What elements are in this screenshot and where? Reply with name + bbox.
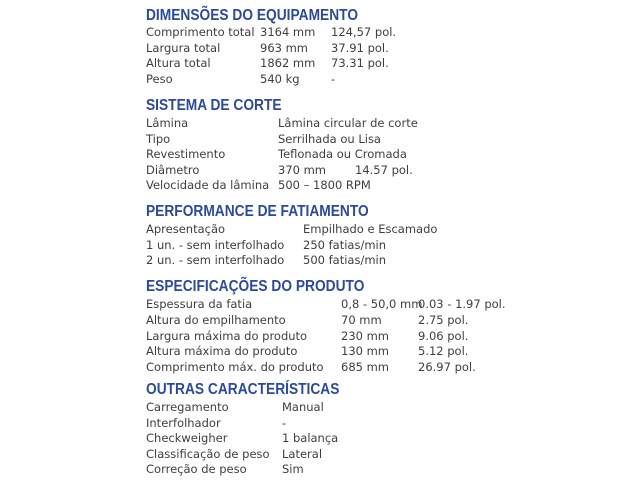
spec-row — [0, 222, 640, 237]
spec-value: Manual — [282, 400, 324, 414]
spec-row — [0, 56, 640, 71]
spec-label: Altura total — [146, 56, 211, 70]
spec-label: Checkweigher — [146, 431, 228, 445]
spec-row — [0, 447, 640, 462]
spec-value-alt: 2.75 pol. — [418, 313, 469, 327]
spec-row — [0, 72, 640, 87]
spec-label: Altura máxima do produto — [146, 344, 298, 358]
spec-value: Lâmina circular de corte — [278, 116, 418, 130]
spec-label: Espessura da fatia — [146, 297, 253, 311]
spec-value: Empilhado e Escamado — [303, 222, 438, 236]
spec-row — [0, 253, 640, 268]
spec-row — [0, 462, 640, 477]
spec-label: Lâmina — [146, 116, 189, 130]
spec-value-alt: 14.57 pol. — [355, 163, 413, 177]
spec-value: 370 mm — [278, 163, 327, 177]
spec-row — [0, 400, 640, 415]
spec-value: 540 kg — [260, 72, 300, 86]
spec-label: Correção de peso — [146, 462, 247, 476]
spec-value: Teflonada ou Cromada — [278, 147, 407, 161]
spec-row — [0, 163, 640, 178]
spec-value-alt: 73.31 pol. — [331, 56, 389, 70]
spec-value: Serrilhada ou Lisa — [278, 132, 381, 146]
spec-label: Velocidade da lâmina — [146, 178, 270, 192]
spec-label: Classificação de peso — [146, 447, 270, 461]
spec-label: Altura do empilhamento — [146, 313, 286, 327]
spec-value-alt: 5.12 pol. — [418, 344, 469, 358]
spec-label: 2 un. - sem interfolhado — [146, 253, 285, 267]
spec-row — [0, 313, 640, 328]
spec-label: Apresentação — [146, 222, 226, 236]
spec-row — [0, 25, 640, 40]
section-title-performance-de-fatiamento: PERFORMANCE DE FATIAMENTO — [146, 203, 369, 220]
spec-row — [0, 147, 640, 162]
spec-value: 3164 mm — [260, 25, 316, 39]
spec-row — [0, 41, 640, 56]
spec-row — [0, 416, 640, 431]
spec-row — [0, 132, 640, 147]
spec-value-alt: - — [331, 72, 336, 86]
spec-value-alt: 124,57 pol. — [331, 25, 397, 39]
spec-label: Interfolhador — [146, 416, 221, 430]
spec-value-alt: 0.03 - 1.97 pol. — [418, 297, 506, 311]
spec-value: 130 mm — [341, 344, 390, 358]
spec-row — [0, 329, 640, 344]
spec-value: 685 mm — [341, 360, 390, 374]
section-title-dimensoes-do-equipamento: DIMENSÕES DO EQUIPAMENTO — [146, 7, 359, 24]
spec-value-alt: 37.91 pol. — [331, 41, 389, 55]
spec-row — [0, 178, 640, 193]
spec-row — [0, 238, 640, 253]
spec-value: 230 mm — [341, 329, 390, 343]
spec-value: Sim — [282, 462, 304, 476]
spec-value: 1 balança — [282, 431, 339, 445]
spec-row — [0, 297, 640, 312]
spec-value: 500 – 1800 RPM — [278, 178, 371, 192]
spec-label: 1 un. - sem interfolhado — [146, 238, 285, 252]
spec-label: Comprimento máx. do produto — [146, 360, 324, 374]
spec-value-alt: 9.06 pol. — [418, 329, 469, 343]
spec-value-alt: 26.97 pol. — [418, 360, 476, 374]
spec-row — [0, 431, 640, 446]
spec-value: Lateral — [282, 447, 323, 461]
spec-value: 0,8 - 50,0 mm — [341, 297, 423, 311]
spec-row — [0, 116, 640, 131]
spec-value: - — [282, 416, 287, 430]
section-title-sistema-de-corte: SISTEMA DE CORTE — [146, 97, 282, 114]
spec-value: 963 mm — [260, 41, 309, 55]
spec-row — [0, 344, 640, 359]
spec-value: 70 mm — [341, 313, 382, 327]
spec-label: Comprimento total — [146, 25, 255, 39]
section-title-outras-caracteristicas: OUTRAS CARACTERÍSTICAS — [146, 381, 340, 398]
spec-label: Revestimento — [146, 147, 226, 161]
spec-row — [0, 360, 640, 375]
spec-label: Diâmetro — [146, 163, 200, 177]
spec-label: Tipo — [146, 132, 171, 146]
spec-value: 1862 mm — [260, 56, 316, 70]
spec-value: 250 fatias/min — [303, 238, 387, 252]
spec-label: Largura total — [146, 41, 221, 55]
spec-label: Peso — [146, 72, 173, 86]
spec-value: 500 fatias/min — [303, 253, 387, 267]
spec-label: Largura máxima do produto — [146, 329, 308, 343]
spec-label: Carregamento — [146, 400, 229, 414]
section-title-especificacoes-do-produto: ESPECIFICAÇÕES DO PRODUTO — [146, 278, 365, 295]
